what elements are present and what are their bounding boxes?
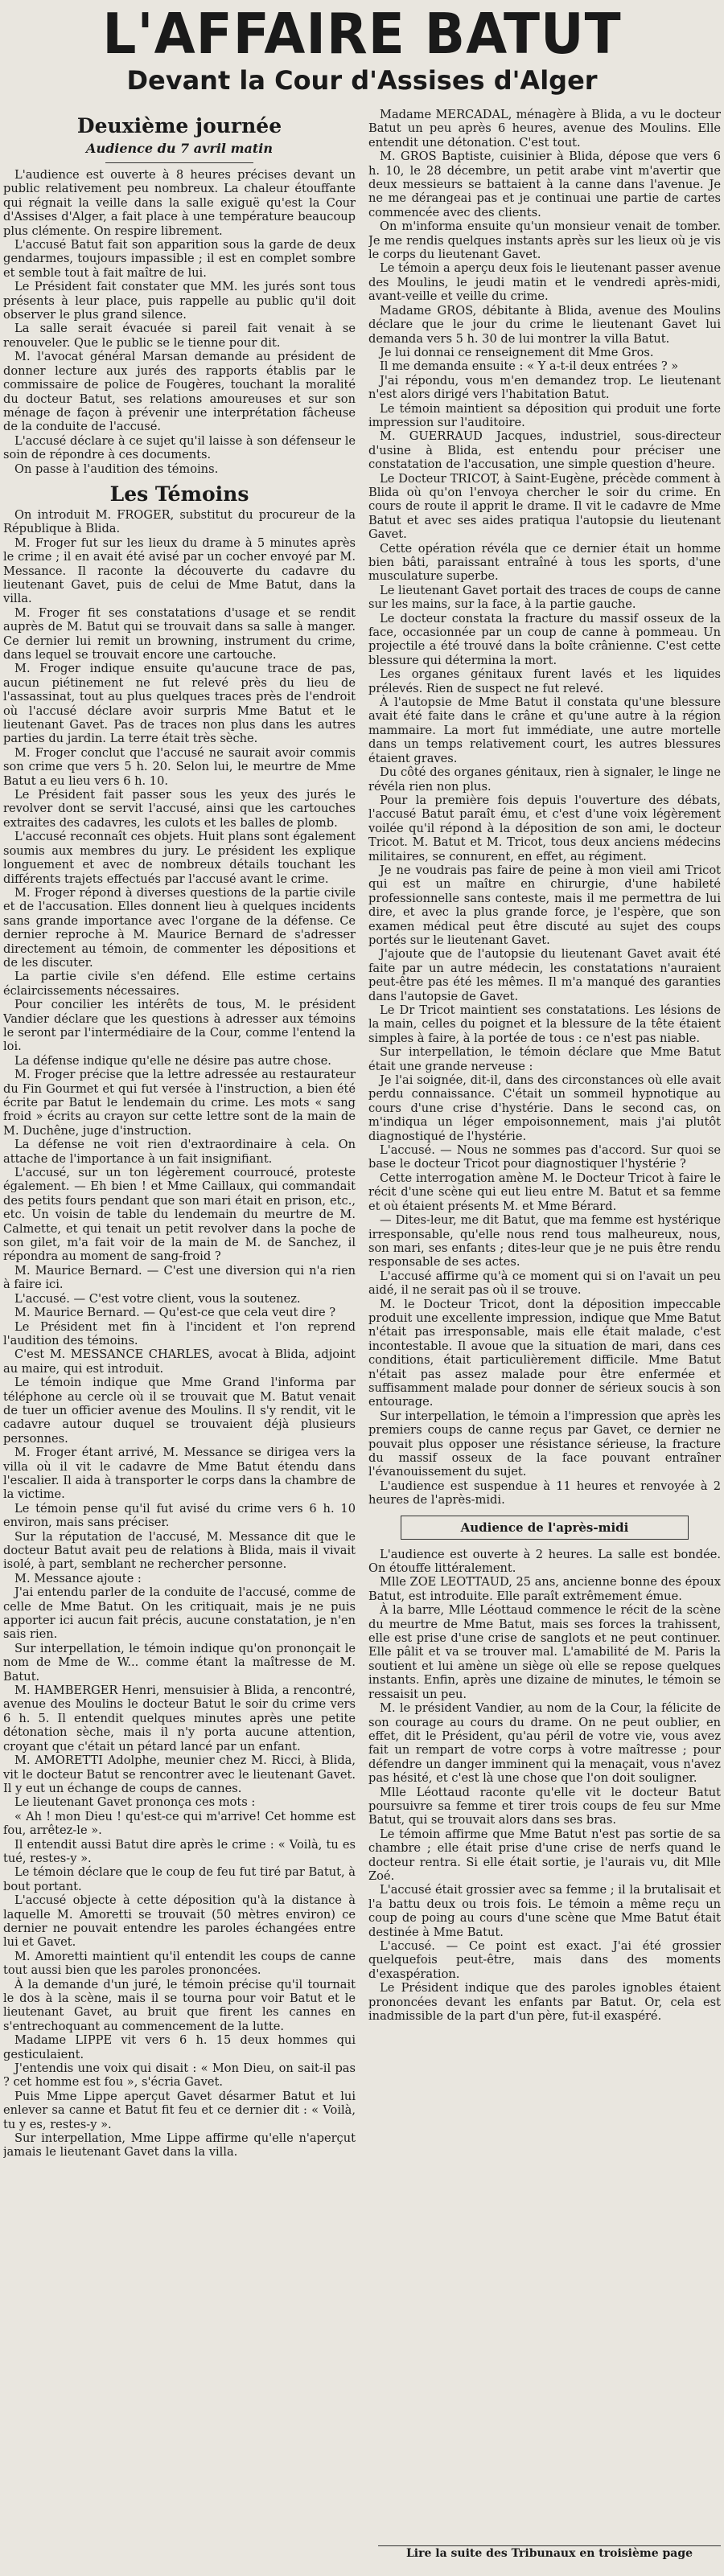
article-paragraph: M. GROS Baptiste, cuisinier à Blida, dépose que vers 6 h. 10, le 28 décembre, un petit arabe vint m'avertir que deux messieurs se battaient à la canne dans l'avenue. Je ne me dérangeai pas et je continuai une partie de cartes commencée avec des clients.	[368, 150, 721, 219]
article-paragraph: La défense indique qu'elle ne désire pas autre chose.	[14, 1053, 331, 1068]
article-paragraph: Le témoin déclare que le coup de feu fut tiré par Batut, à bout portant.	[3, 1865, 356, 1893]
article-paragraph: Le lieutenant Gavet prononça ces mots :	[14, 1795, 256, 1810]
article-paragraph: M. Maurice Bernard. — C'est une diversion qui n'a rien à faire ici.	[3, 1263, 356, 1292]
article-paragraph: Le témoin a aperçu deux fois le lieutenant passer avenue des Moulins, le jeudi matin et le vendredi après-midi, avant-veille et veille du crime.	[368, 261, 721, 304]
right-column	[368, 108, 721, 2576]
article-paragraph: L'accusé. — Ce point est exact. J'ai été grossier quelquefois peut-être, mais dans des moments d'exaspération.	[368, 1939, 721, 1981]
article-paragraph: Pour la première fois depuis l'ouverture des débats, l'accusé Batut paraît ému, et c'est d'une voix légèrement voilée qu'il répond à la déposition de son ami, le docteur Tricot. M. Batut et M. Tricot, tous deux anciens médecins militaires, se connurent, en effet, au régiment.	[368, 793, 721, 863]
article-paragraph: À l'autopsie de Mme Batut il constata qu'une blessure avait été faite dans le crâne et qu'une autre à la région mammaire. La mort fut immédiate, une autre mortelle dans un temps relativement court, les autres blessures étaient graves.	[368, 695, 721, 765]
article-paragraph: J'ai entendu parler de la conduite de l'accusé, comme de celle de Mme Batut. On les critiquait, mais je ne puis apporter ici aucun fait précis, aucune constatation, je n'en sais rien.	[3, 1585, 356, 1642]
article-paragraph: Sur la réputation de l'accusé, M. Messance dit que le docteur Batut avait peu de relations à Blida, mais il vivait isolé, à part, semblant ne rechercher personne.	[3, 1529, 356, 1572]
article-paragraph: M. Froger fut sur les lieux du drame à 5 minutes après le crime ; il en avait été avisé par un cocher envoyé par M. Messance. Il raconte la découverte du cadavre du lieutenant Gavet, puis de celui de Mme Batut, dans la villa.	[3, 535, 356, 606]
section-heading: Deuxième journée	[76, 114, 282, 137]
article-columns	[0, 108, 724, 2576]
continuation-note: Lire la suite des Tribunaux en troisième page	[378, 2545, 721, 2561]
left-column	[3, 108, 356, 2576]
article-paragraph: M. Messance ajoute :	[14, 1571, 142, 1585]
article-paragraph: Le Président indique que des paroles ignobles étaient prononcées devant les enfants par Batut. Or, cela est inadmissible de la part d'un père, fut-il exaspéré.	[368, 1981, 721, 2024]
article-paragraph: Il me demanda ensuite : « Y a-t-il deux entrées ? »	[380, 359, 679, 374]
article-paragraph: « Ah ! mon Dieu ! qu'est-ce qui m'arrive! Cet homme est fou, arrêtez-le ».	[3, 1809, 356, 1838]
article-paragraph: On m'informa ensuite qu'un monsieur venait de tomber. Je me rendis quelques instants après sur les lieux où je vis le corps du lieutenant Gavet.	[368, 219, 721, 262]
article-paragraph: Le témoin affirme que Mme Batut n'est pas sortie de sa chambre ; elle était prise d'une crise de nerfs quand le docteur rentra. Si elle était sortie, je l'aurais vu, dit Mlle Zoé.	[368, 1827, 721, 1883]
boxed-heading: Audience de l'après-midi	[401, 1516, 689, 1540]
article-paragraph: M. Amoretti maintient qu'il entendit les coups de canne tout aussi bien que les paroles prononcées.	[3, 1949, 356, 1978]
article-paragraph: Sur interpellation, Mme Lippe affirme qu'elle n'aperçut jamais le lieutenant Gavet dans la villa.	[3, 2131, 356, 2160]
article-paragraph: L'accusé reconnaît ces objets. Huit plans sont également soumis aux membres du jury. Le président les explique longuement et avec de nombreux détails touchant les différents trajets effectués par l'accusé avant le crime.	[3, 830, 356, 886]
article-paragraph: Le témoin pense qu'il fut avisé du crime vers 6 h. 10 environ, mais sans préciser.	[3, 1501, 356, 1530]
article-paragraph: La défense ne voit rien d'extraordinaire à cela. On attache de l'importance à un fait insignifiant.	[3, 1138, 356, 1166]
article-paragraph: Madame LIPPE vit vers 6 h. 15 deux hommes qui gesticulaient.	[3, 2033, 356, 2061]
article-paragraph: L'audience est suspendue à 11 heures et renvoyée à 2 heures de l'après-midi.	[368, 1479, 721, 1507]
article-paragraph: À la demande d'un juré, le témoin précise qu'il tournait le dos à la scène, mais il se tourna pour voir Batut et le lieutenant Gavet, au bruit que firent les cannes en s'entrechoquant au commencement de la lutte.	[3, 1977, 356, 2033]
article-paragraph: L'accusé était grossier avec sa femme ; il la brutalisait et l'a battu deux ou trois fois. Le témoin a même reçu un coup de poing au cours d'une scène que Mme Batut était destinée à Mme Batut.	[368, 1883, 721, 1939]
article-paragraph: Cette interrogation amène M. le Docteur Tricot à faire le récit d'une scène qui eut lieu entre M. Batut et sa femme et où étaient présents M. et Mme Bérard.	[368, 1171, 721, 1213]
article-paragraph: Il entendit aussi Batut dire après le crime : « Voilà, tu es tué, restes-y ».	[3, 1837, 356, 1865]
article-paragraph: La salle serait évacuée si pareil fait venait à se renouveler. Que le public se le tienne pour dit.	[3, 322, 356, 350]
article-paragraph: M. Froger fit ses constatations d'usage et se rendit auprès de M. Batut qui se trouvait dans sa salle à manger. Ce dernier lui remit un browning, instrument du crime, dans lequel se trouvait encore une cartouche.	[3, 605, 356, 662]
article-paragraph: Le Président met fin à l'incident et l'on reprend l'audition des témoins.	[3, 1319, 356, 1347]
article-paragraph: L'accusé, sur un ton légèrement courroucé, proteste également. — Eh bien ! et Mme Caillaux, qui commandait des petits fours pendant que son mari était en prison, etc., etc. Un voisin de table du lendemain du meurtre de M. Calmette, et qui tenait un petit revolver dans la poche de son gilet, m'a fait voir de la main de M. de Sanchez, il répondra au moment de sang-froid ?	[3, 1166, 356, 1264]
article-paragraph: Mlle ZOE LEOTTAUD, 25 ans, ancienne bonne des époux Batut, est introduite. Elle paraît extrêmement émue.	[368, 1575, 721, 1603]
article-paragraph: M. le président Vandier, au nom de la Cour, la félicite de son courage au cours du drame. On ne peut oublier, en effet, dit le Président, qu'au péril de votre vie, vous avez fait un rempart de votre corps à votre maîtresse ; pour défendre un danger imminent qui la menaçait, vous n'avez pas hésité, et c'est là une chose que l'on doit souligner.	[368, 1701, 721, 1786]
section-heading: Les Témoins	[109, 482, 249, 506]
article-paragraph: Sur interpellation, le témoin déclare que Mme Batut était une grande nerveuse :	[368, 1045, 721, 1073]
article-paragraph: J'entendis une voix qui disait : « Mon Dieu, on sait-il pas ? cet homme est fou », s'écria Gavet.	[3, 2061, 356, 2090]
article-paragraph: Mlle Léottaud raconte qu'elle vit le docteur Batut poursuivre sa femme et tirer trois coups de feu sur Mme Batut, qui se trouvait alors dans ses bras.	[368, 1785, 721, 1827]
article-paragraph: M. AMORETTI Adolphe, meunier chez M. Ricci, à Blida, vit le docteur Batut se rencontrer avec le lieutenant Gavet. Il y eut un échange de coups de cannes.	[3, 1754, 356, 1795]
article-paragraph: Puis Mme Lippe aperçut Gavet désarmer Batut et lui enlever sa canne et Batut fit feu et ce dernier dit : « Voilà, tu y es, restes-y ».	[3, 2089, 356, 2131]
article-paragraph: M. GUERRAUD Jacques, industriel, sous-directeur d'usine à Blida, est entendu pour préciser une constatation de l'accusation, une simple question d'heure.	[368, 429, 721, 472]
article-paragraph: Le lieutenant Gavet portait des traces de coups de canne sur les mains, sur la face, à la partie gauche.	[368, 583, 721, 612]
article-paragraph: L'accusé objecte à cette déposition qu'à la distance à laquelle M. Amoretti se trouvait (50 mètres environ) ce dernier ne pouvait entendre les paroles échangées entre lui et Gavet.	[3, 1893, 356, 1950]
article-paragraph: On introduit M. FROGER, substitut du procureur de la République à Blida.	[3, 507, 356, 536]
divider	[105, 162, 253, 163]
article-paragraph: M. Froger indique ensuite qu'aucune trace de pas, aucun piétinement ne fut relevé près du lieu de l'assassinat, tout au plus quelques traces près de l'endroit où l'accusé déclare avoir surpris Mme Batut et le lieutenant Gavet. Pas de traces non plus dans les autres parties du jardin. La terre était très sèche.	[3, 662, 356, 746]
article-paragraph: Le Président fait passer sous les yeux des jurés le revolver dont se servit l'accusé, ainsi que les cartouches extraites des cadavres, les culots et les balles de plomb.	[3, 788, 356, 830]
article-paragraph: Du côté des organes génitaux, rien à signaler, le linge ne révéla rien non plus.	[368, 765, 721, 794]
article-paragraph: M. le Docteur Tricot, dont la déposition impeccable produit une excellente impression, indique que Mme Batut n'était pas irresponsable, mais elle était malade, c'est incontestable. Il avoue que la situation de mari, dans ces conditions, était particulièrement difficile. Mme Batut n'était pas assez malade pour être enfermée et suffisamment malade pour donner de sérieux soucis à son entourage.	[368, 1297, 721, 1409]
article-paragraph: Les organes génitaux furent lavés et les liquides prélevés. Rien de suspect ne fut relevé.	[368, 667, 721, 695]
article-paragraph: M. Maurice Bernard. — Qu'est-ce que cela veut dire ?	[14, 1306, 336, 1320]
article-paragraph: Madame GROS, débitante à Blida, avenue des Moulins déclare que le jour du crime le lieutenant Gavet lui demanda vers 5 h. 30 de lui montrer la villa Batut.	[368, 303, 721, 346]
article-paragraph: Le Président fait constater que MM. les jurés sont tous présents à leur place, puis rappelle au public qu'il doit observer le plus grand silence.	[3, 280, 356, 322]
article-paragraph: C'est M. MESSANCE CHARLES, avocat à Blida, adjoint au maire, qui est introduit.	[3, 1347, 356, 1376]
article-paragraph: Je lui donnai ce renseignement dit Mme Gros.	[380, 345, 654, 359]
article-paragraph: — Dites-leur, me dit Batut, que ma femme est hystérique irresponsable, qu'elle nous rend tous malheureux, nous, son mari, ses enfants ; dites-leur que je ne puis être rendu responsable de ses actes.	[368, 1213, 721, 1270]
article-paragraph: Le témoin maintient sa déposition qui produit une forte impression sur l'auditoire.	[368, 401, 721, 429]
article-paragraph: M. Froger précise que la lettre adressée au restaurateur du Fin Gourmet et qui fut versée à l'instruction, a bien été écrite par Batut le lendemain du crime. Les mots « sang froid » écrits au crayon sur cette lettre sont de la main de M. Duchêne, juge d'instruction.	[3, 1068, 356, 1138]
article-paragraph: L'audience est ouverte à 8 heures précises devant un public relativement peu nombreux. La chaleur étouffante qui régnait la veille dans la salle exiguë qu'est la Cour d'Assises d'Alger, a fait place à une température beaucoup plus clémente. On respire librement.	[3, 168, 356, 238]
article-paragraph: L'audience est ouverte à 2 heures. La salle est bondée. On étouffe littéralement.	[368, 1547, 721, 1576]
article-paragraph: Le docteur constata la fracture du massif osseux de la face, occasionnée par un coup de canne à pommeau. Un projectile a été trouvé dans la boîte crânienne. C'est cette blessure qui détermina la mort.	[368, 611, 721, 667]
headline: L'AFFAIRE BATUT	[102, 2, 622, 67]
subheadline: Devant la Cour d'Assises d'Alger	[126, 65, 598, 96]
article-paragraph: La partie civile s'en défend. Elle estime certains éclaircissements nécessaires.	[3, 970, 356, 998]
article-paragraph: L'accusé affirme qu'à ce moment qui si on l'avait un peu aidé, il ne serait pas où il se trouve.	[368, 1269, 721, 1298]
article-paragraph: Madame MERCADAL, ménagère à Blida, a vu le docteur Batut un peu après 6 heures, avenue des Moulins. Elle entendit une détonation. C'est tout.	[368, 108, 721, 150]
article-paragraph: L'accusé. — C'est votre client, vous la soutenez.	[14, 1291, 301, 1306]
article-paragraph: M. HAMBERGER Henri, mensuisier à Blida, a rencontré, avenue des Moulins le docteur Batut le soir du crime vers 6 h. 5. Il entendit quelques minutes après une petite détonation sèche, mais il n'y porta aucune attention, croyant que c'était un pétard lancé par un enfant.	[3, 1684, 356, 1754]
section-subheading: Audience du 7 avril matin	[86, 141, 273, 156]
article-paragraph: J'ai répondu, vous m'en demandez trop. Le lieutenant n'est alors dirigé vers l'habitation Batut.	[368, 373, 721, 402]
article-paragraph: Je ne voudrais pas faire de peine à mon vieil ami Tricot qui est un maître en chirurgie, d'une habileté professionnelle sans conteste, mais il me permettra de lui dire, et avec la plus grande force, je l'espère, que son examen médical peut être discuté au sujet des coups portés sur le lieutenant Gavet.	[368, 863, 721, 947]
article-paragraph: Le Docteur TRICOT, à Saint-Eugène, précède comment à Blida où qu'on l'envoya chercher le soir du crime. En cours de route il apprit le drame. Il vit le cadavre de Mme Batut et avec ses aides pratiqua l'autopsie du lieutenant Gavet.	[368, 471, 721, 542]
article-paragraph: L'accusé. — Nous ne sommes pas d'accord. Sur quoi se base le docteur Tricot pour diagnostiquer l'hystérie ?	[368, 1143, 721, 1171]
article-paragraph: À la barre, Mlle Léottaud commence le récit de la scène du meurtre de Mme Batut, mais ses forces la trahissent, elle est prise d'une crise de sanglots et ne peut continuer. Elle pâlit et va se trouver mal. L'amabilité de M. Paris la soutient et lui amène un siège où elle se repose quelques instants. Enfin, après une dizaine de minutes, le témoin se ressaisit un peu.	[368, 1603, 721, 1701]
article-paragraph: M. l'avocat général Marsan demande au président de donner lecture aux jurés des rapports établis par le commissaire de police de Fougères, touchant la moralité du docteur Batut, ses relations amoureuses et sur son ménage de façon à prévenir une interprétation fâcheuse de la conduite de l'accusé.	[3, 350, 356, 434]
article-paragraph: M. Froger étant arrivé, M. Messance se dirigea vers la villa où il vit le cadavre de Mme Batut étendu dans l'escalier. Il aida à transporter le corps dans la chambre de la victime.	[3, 1446, 356, 1502]
article-paragraph: Sur interpellation, le témoin a l'impression que après les premiers coups de canne reçus par Gavet, ce dernier ne pouvait plus opposer une résistance sérieuse, la fracture du massif osseux de la face pouvant entraîner l'évanouissement du sujet.	[368, 1409, 721, 1479]
article-paragraph: Cette opération révéla que ce dernier était un homme bien bâti, paraissant entraîné à tous les sports, d'une musculature superbe.	[368, 541, 721, 584]
article-paragraph: M. Froger conclut que l'accusé ne saurait avoir commis son crime que vers 5 h. 20. Selon lui, le meurtre de Mme Batut a eu lieu vers 6 h. 10.	[3, 745, 356, 788]
article-paragraph: Je l'ai soignée, dit-il, dans des circonstances où elle avait perdu connaissance. C'était un sommeil hypnotique au cours d'une crise d'hystérie. Dans le second cas, on m'indiqua un léger empoisonnement, mais j'ai plutôt diagnostiqué de l'hystérie.	[368, 1073, 721, 1143]
article-paragraph: J'ajoute que de l'autopsie du lieutenant Gavet avait été faite par un autre médecin, les constatations n'auraient peut-être pas été les mêmes. Il m'a manqué des garanties dans l'autopsie de Gavet.	[368, 947, 721, 1003]
article-paragraph: Le témoin indique que Mme Grand l'informa par téléphone au cercle où il se trouvait que M. Batut venait de tuer un officier avenue des Moulins. Il s'y rendit, vit le cadavre autour duquel se trouvaient déjà plusieurs personnes.	[3, 1376, 356, 1446]
article-paragraph: Pour concilier les intérêts de tous, M. le président Vandier déclare que les questions à adresser aux témoins le seront par l'intermédiaire de la Cour, comme l'entend la loi.	[3, 998, 356, 1054]
article-paragraph: Sur interpellation, le témoin indique qu'on prononçait le nom de Mme de W... comme étant la maîtresse de M. Batut.	[3, 1641, 356, 1684]
masthead	[0, 0, 724, 96]
article-paragraph: L'accusé Batut fait son apparition sous la garde de deux gendarmes, toujours impassible ; il est en complet sombre et semble tout à fait maître de lui.	[3, 238, 356, 280]
article-paragraph: On passe à l'audition des témoins.	[14, 461, 219, 476]
article-paragraph: L'accusé déclare à ce sujet qu'il laisse à son défenseur le soin de répondre à ces documents.	[3, 433, 356, 462]
article-paragraph: M. Froger répond à diverses questions de la partie civile et de l'accusation. Elles donnent lieu à quelques incidents sans grande importance avec l'organe de la défense. Ce dernier reproche à M. Maurice Bernard de s'adresser directement au témoin, de commenter les dépositions et de les discuter.	[3, 885, 356, 970]
article-paragraph: Le Dr Tricot maintient ses constatations. Les lésions de la main, celles du poignet et la blessure de la tête étaient simples à faire, à la portée de tous : ce n'est pas niable.	[368, 1003, 721, 1045]
